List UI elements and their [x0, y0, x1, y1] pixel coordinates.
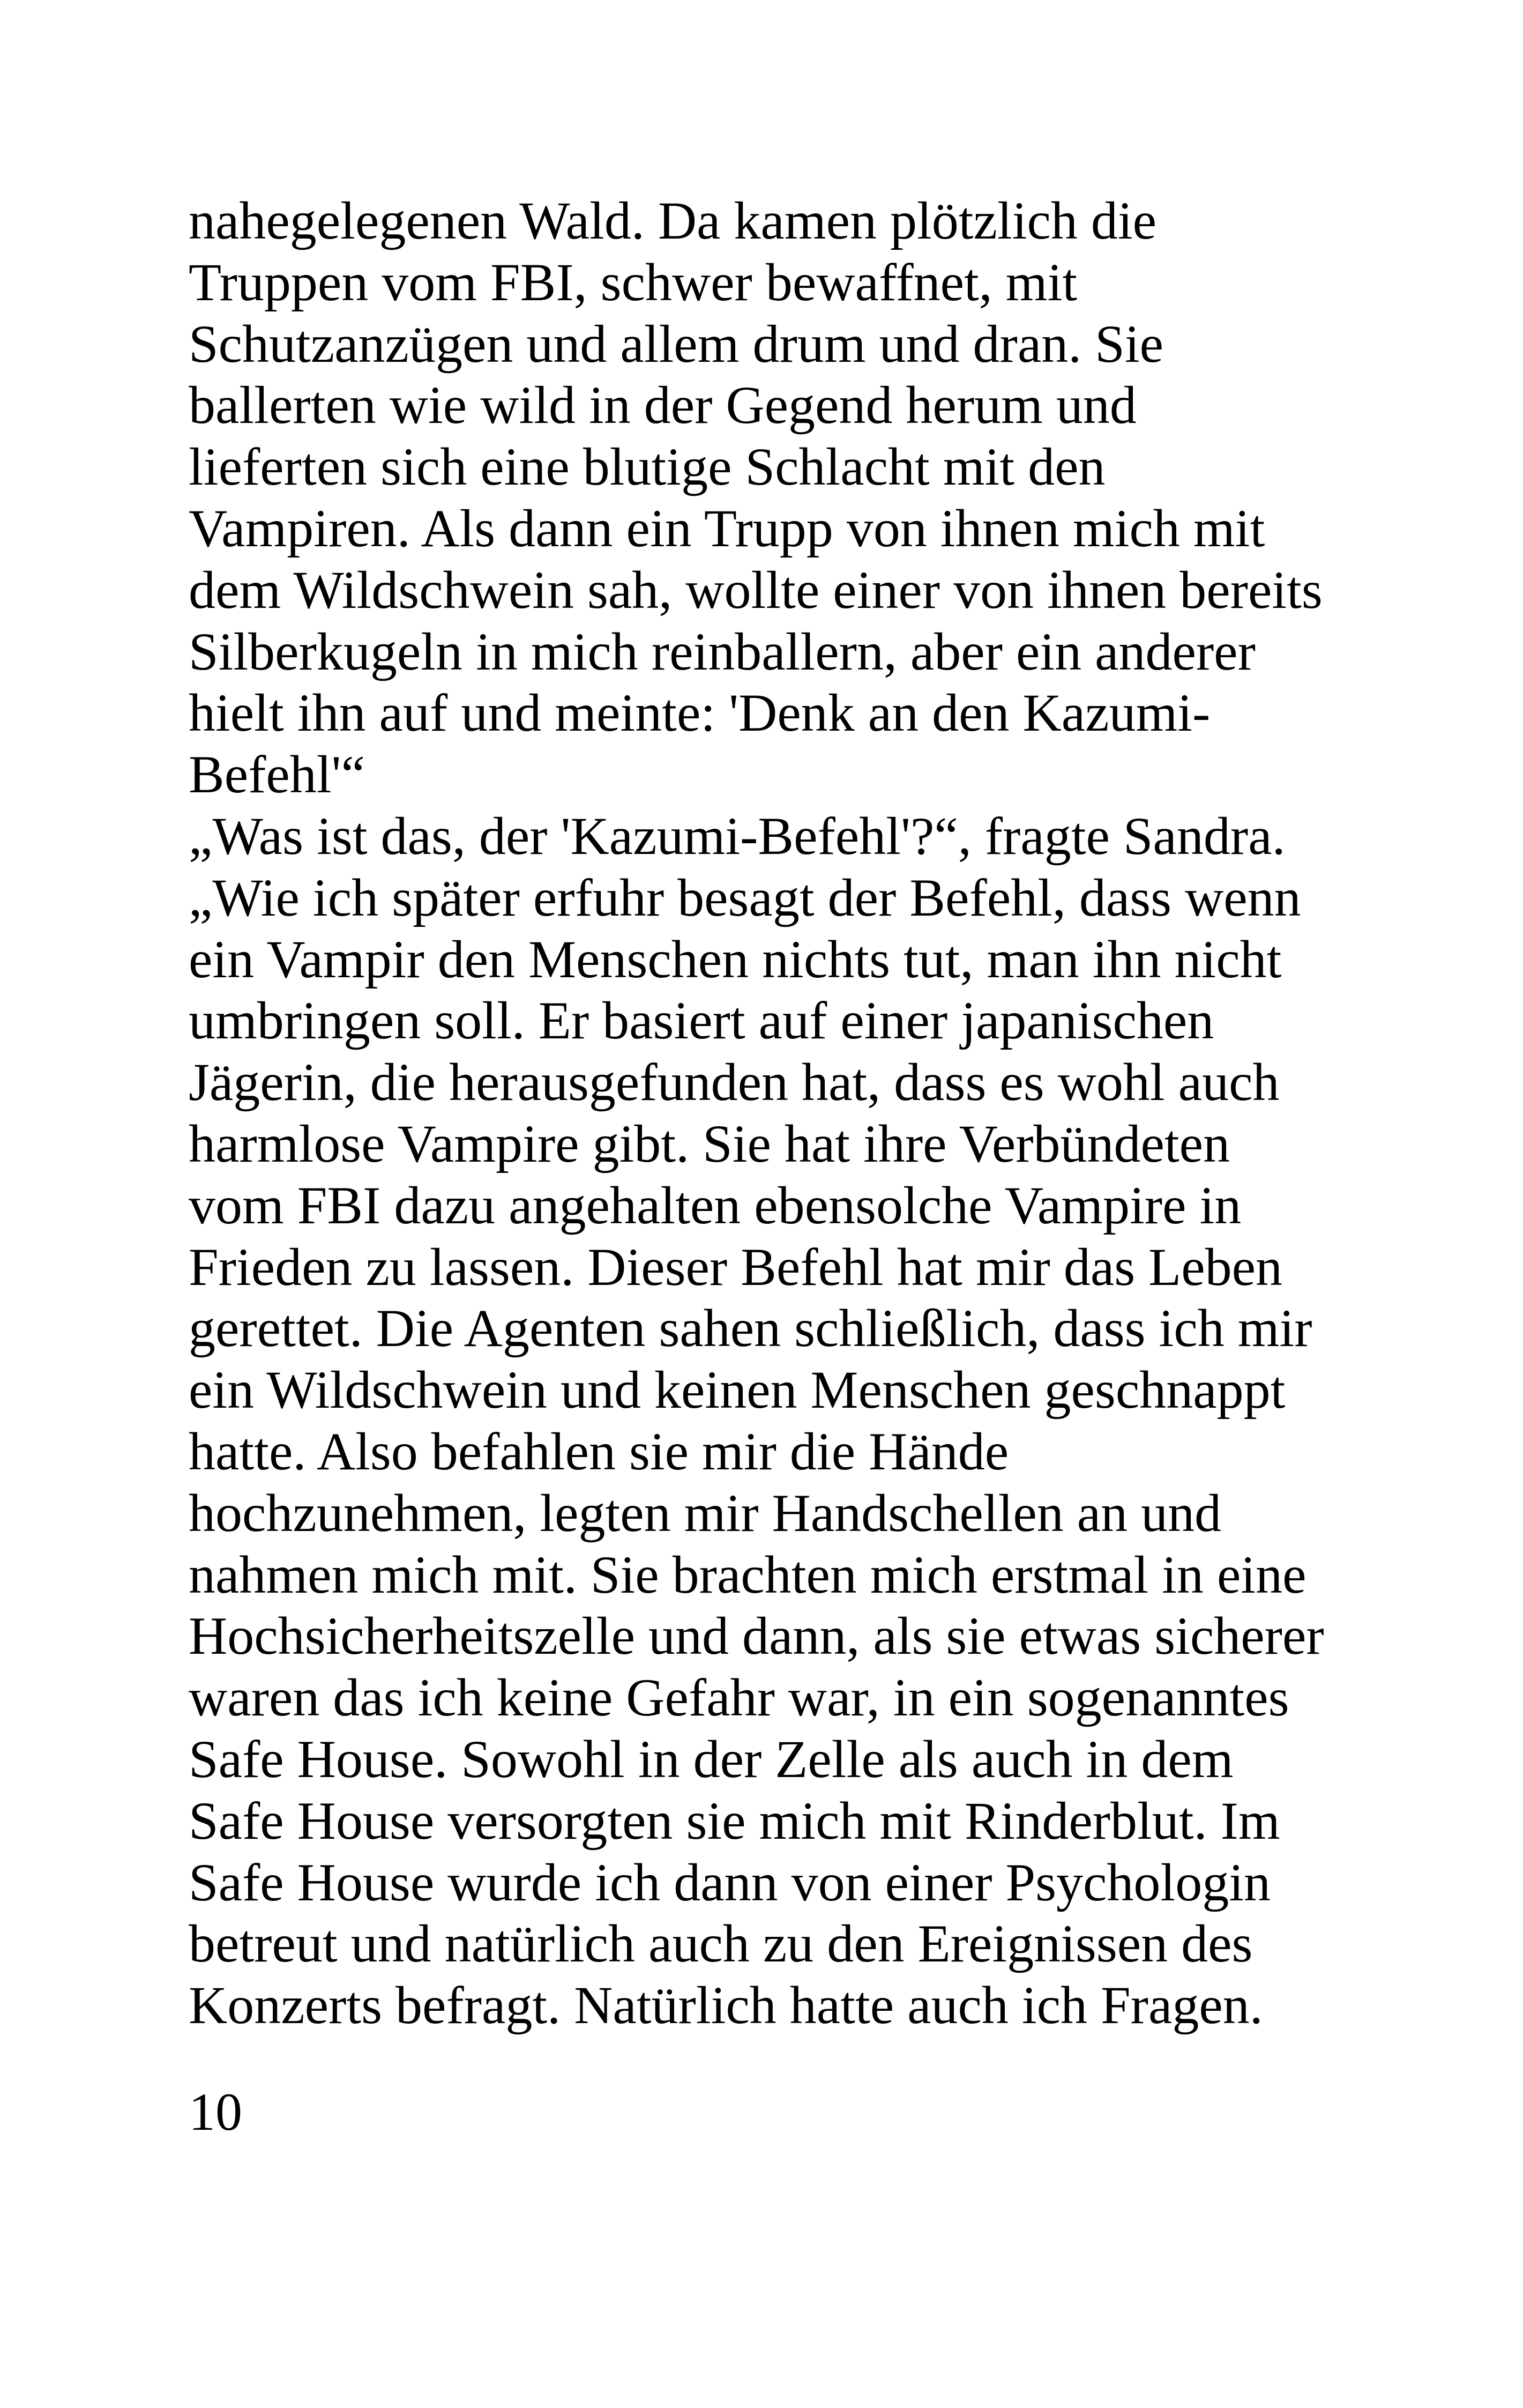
text-line: nahmen mich mit. Sie brachten mich erstmal in eine — [189, 1544, 1307, 1604]
text-line: Safe House wurde ich dann von einer Psychologin — [189, 1852, 1271, 1912]
text-line: ein Vampir den Menschen nichts tut, man ihn nicht — [189, 929, 1282, 989]
text-line: Safe House versorgten sie mich mit Rinderblut. Im — [189, 1790, 1280, 1850]
page-number: 10 — [189, 2082, 242, 2142]
text-line: Silberkugeln in mich reinballern, aber ein anderer — [189, 621, 1256, 681]
text-line: betreut und natürlich auch zu den Ereignissen des — [189, 1914, 1253, 1974]
body-text — [189, 190, 1421, 2037]
text-line: harmlose Vampire gibt. Sie hat ihre Verbündeten — [189, 1113, 1230, 1173]
text-line: Truppen vom FBI, schwer bewaffnet, mit — [189, 252, 1078, 312]
text-line: lieferten sich eine blutige Schlacht mit den — [189, 437, 1106, 497]
text-line: Frieden zu lassen. Dieser Befehl hat mir das Leben — [189, 1237, 1282, 1297]
text-line: dem Wildschwein sah, wollte einer von ihnen bereits — [189, 560, 1323, 620]
text-line: Befehl'“ — [189, 745, 365, 805]
text-line: „Was ist das, der 'Kazumi-Befehl'?“, fragte Sandra. — [189, 806, 1286, 866]
text-line: Konzerts befragt. Natürlich hatte auch ich Fragen. — [189, 1975, 1263, 2035]
text-line: ballerten wie wild in der Gegend herum und — [189, 375, 1137, 435]
text-line: Jägerin, die herausgefunden hat, dass es wohl auch — [189, 1052, 1280, 1112]
text-line: vom FBI dazu angehalten ebensolche Vampire in — [189, 1175, 1242, 1235]
text-line: Hochsicherheitszelle und dann, als sie etwas sicherer — [189, 1606, 1324, 1666]
text-line: Safe House. Sowohl in der Zelle als auch in dem — [189, 1729, 1234, 1789]
text-line: gerettet. Die Agenten sahen schließlich, dass ich mir — [189, 1298, 1312, 1358]
text-line: Vampiren. Als dann ein Trupp von ihnen mich mit — [189, 498, 1265, 558]
text-line: hielt ihn auf und meinte: 'Denk an den Kazumi- — [189, 683, 1211, 743]
text-line: „Wie ich später erfuhr besagt der Befehl, dass wenn — [189, 867, 1301, 927]
text-line: Schutzanzügen und allem drum und dran. Sie — [189, 314, 1163, 374]
text-line: waren das ich keine Gefahr war, in ein sogenanntes — [189, 1668, 1289, 1728]
text-line: hochzunehmen, legten mir Handschellen an und — [189, 1483, 1222, 1543]
text-line: hatte. Also befahlen sie mir die Hände — [189, 1421, 1009, 1481]
text-line: ein Wildschwein und keinen Menschen geschnappt — [189, 1360, 1286, 1420]
text-line: nahegelegenen Wald. Da kamen plötzlich die — [189, 191, 1157, 250]
text-line: umbringen soll. Er basiert auf einer japanischen — [189, 991, 1214, 1051]
